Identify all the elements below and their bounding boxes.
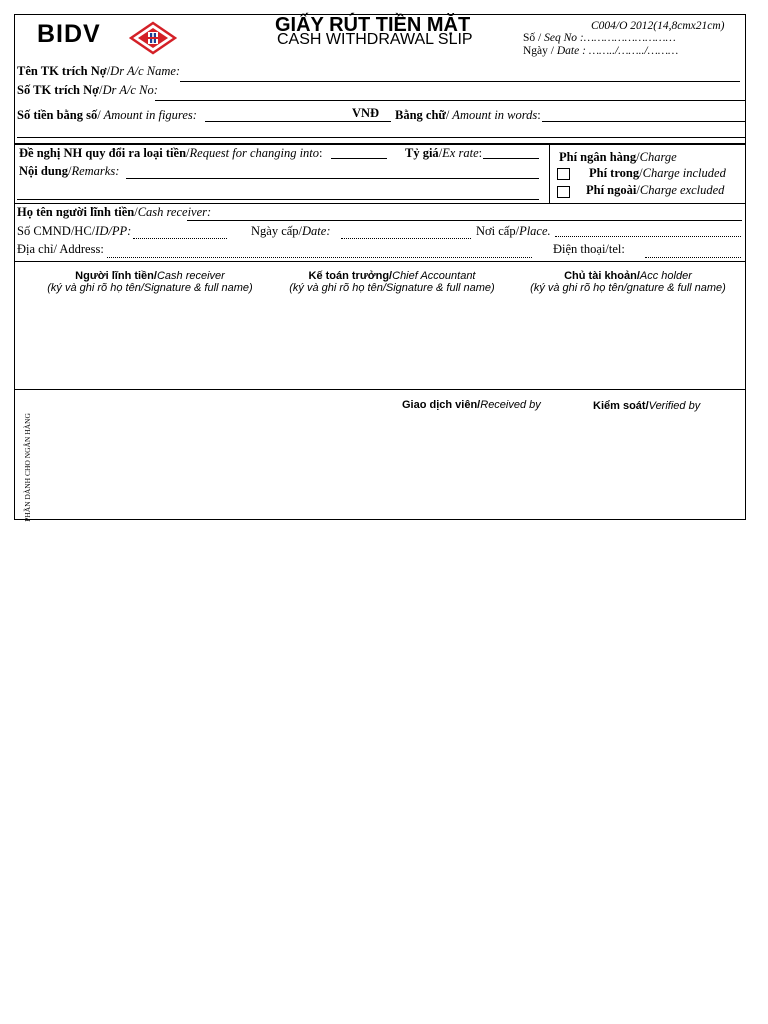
- phone-input[interactable]: [645, 257, 741, 258]
- amount-words-input[interactable]: [542, 121, 745, 122]
- title-en: CASH WITHDRAWAL SLIP: [277, 31, 473, 48]
- date-placeholder: : ……../……../………: [582, 45, 679, 57]
- charge-included-label: Phí trong/Charge included: [589, 166, 726, 180]
- currency-change-input[interactable]: [331, 158, 387, 159]
- signature-cash-receiver[interactable]: [15, 270, 285, 294]
- issue-date-label: Ngày cấp/Date:: [251, 224, 331, 238]
- charge-excluded-checkbox[interactable]: [557, 186, 570, 198]
- receiver-name-input[interactable]: [187, 220, 742, 221]
- account-name-label: Tên TK trích Nợ/Dr A/c Name:: [17, 64, 181, 78]
- verifier-label: Kiểm soát/Verified by: [593, 400, 701, 412]
- signature-chief-accountant[interactable]: [257, 270, 527, 294]
- amount-figures-label: Số tiền bằng số/ Amount in figures:: [17, 108, 197, 122]
- signature-note: (ký và ghi rõ họ tên/Signature & full name): [47, 282, 253, 294]
- section-divider-4: [15, 389, 745, 390]
- charge-divider: [549, 143, 550, 203]
- issue-date-input[interactable]: [341, 238, 471, 239]
- seq-label-en: Seq No: [544, 32, 578, 44]
- signature-note: (ký và ghi rõ họ tên/Signature & full name): [289, 282, 495, 294]
- signature-note: (ký và ghi rõ họ tên/gnature & full name): [530, 282, 726, 294]
- title-vn: GIẤY RÚT TIỀN MẶT: [275, 14, 471, 36]
- remarks-label: Nội dung/Remarks:: [19, 164, 120, 178]
- currency-change-label: Đề nghị NH quy đổi ra loại tiền/Request for changing into:: [19, 146, 323, 160]
- charge-included-checkbox[interactable]: [557, 168, 570, 180]
- account-no-input[interactable]: [155, 100, 745, 101]
- teller-label: Giao dịch viên/Received by: [402, 399, 541, 411]
- section-divider-2: [15, 203, 745, 204]
- remarks-continuation-input[interactable]: [17, 199, 539, 200]
- receiver-name-label: Họ tên người lĩnh tiền/Cash receiver:: [17, 205, 212, 219]
- signature-role: Người lĩnh tiền/Cash receiver: [75, 270, 225, 282]
- place-label: Nơi cấp/Place.: [476, 224, 551, 238]
- seq-placeholder: :………………………: [579, 32, 676, 44]
- account-no-label: Số TK trích Nợ/Dr A/c No:: [17, 83, 158, 97]
- signature-acc-holder[interactable]: [493, 270, 763, 294]
- seq-label-vn: Số: [523, 32, 536, 44]
- currency-label: VNĐ: [352, 106, 380, 120]
- signature-role: Chủ tài khoản/Acc holder: [564, 270, 692, 282]
- address-input[interactable]: [107, 257, 532, 258]
- seq-no-field[interactable]: Số / Seq No :………………………: [523, 32, 676, 44]
- date-label-en: Date: [556, 45, 580, 57]
- address-label: Địa chỉ/ Address:: [17, 242, 104, 256]
- date-label-vn: Ngày: [523, 45, 548, 57]
- remarks-input[interactable]: [126, 178, 539, 179]
- phone-label: Điện thoại/tel:: [553, 242, 625, 256]
- amount-figures-input[interactable]: [205, 121, 391, 122]
- charge-title: Phí ngân hàng/Charge: [559, 150, 677, 164]
- date-field[interactable]: Ngày / Date : ……../……../………: [523, 45, 679, 57]
- section-divider-1: [15, 143, 745, 145]
- bidv-logo-icon: [129, 21, 177, 55]
- ex-rate-label: Tỷ giá/Ex rate:: [405, 146, 483, 160]
- signature-role: Kế toán trưởng/Chief Accountant: [308, 270, 476, 282]
- ex-rate-input[interactable]: [483, 158, 539, 159]
- id-label: Số CMND/HC/ID/PP:: [17, 224, 132, 238]
- section-divider-3: [15, 261, 745, 262]
- account-name-input[interactable]: [180, 81, 740, 82]
- amount-words-label: Bằng chữ/ Amount in words:: [395, 108, 541, 122]
- form-code: C004/O 2012(14,8cmx21cm): [591, 20, 725, 32]
- amount-words-continuation-input[interactable]: [17, 137, 745, 138]
- brand-name: BIDV: [37, 20, 101, 48]
- id-input[interactable]: [133, 238, 227, 239]
- cash-withdrawal-slip: [14, 14, 746, 520]
- charge-excluded-label: Phí ngoài/Charge excluded: [586, 183, 725, 197]
- place-input[interactable]: [555, 236, 741, 237]
- bank-side-label: PHẦN DÀNH CHO NGÂN HÀNG: [22, 413, 32, 522]
